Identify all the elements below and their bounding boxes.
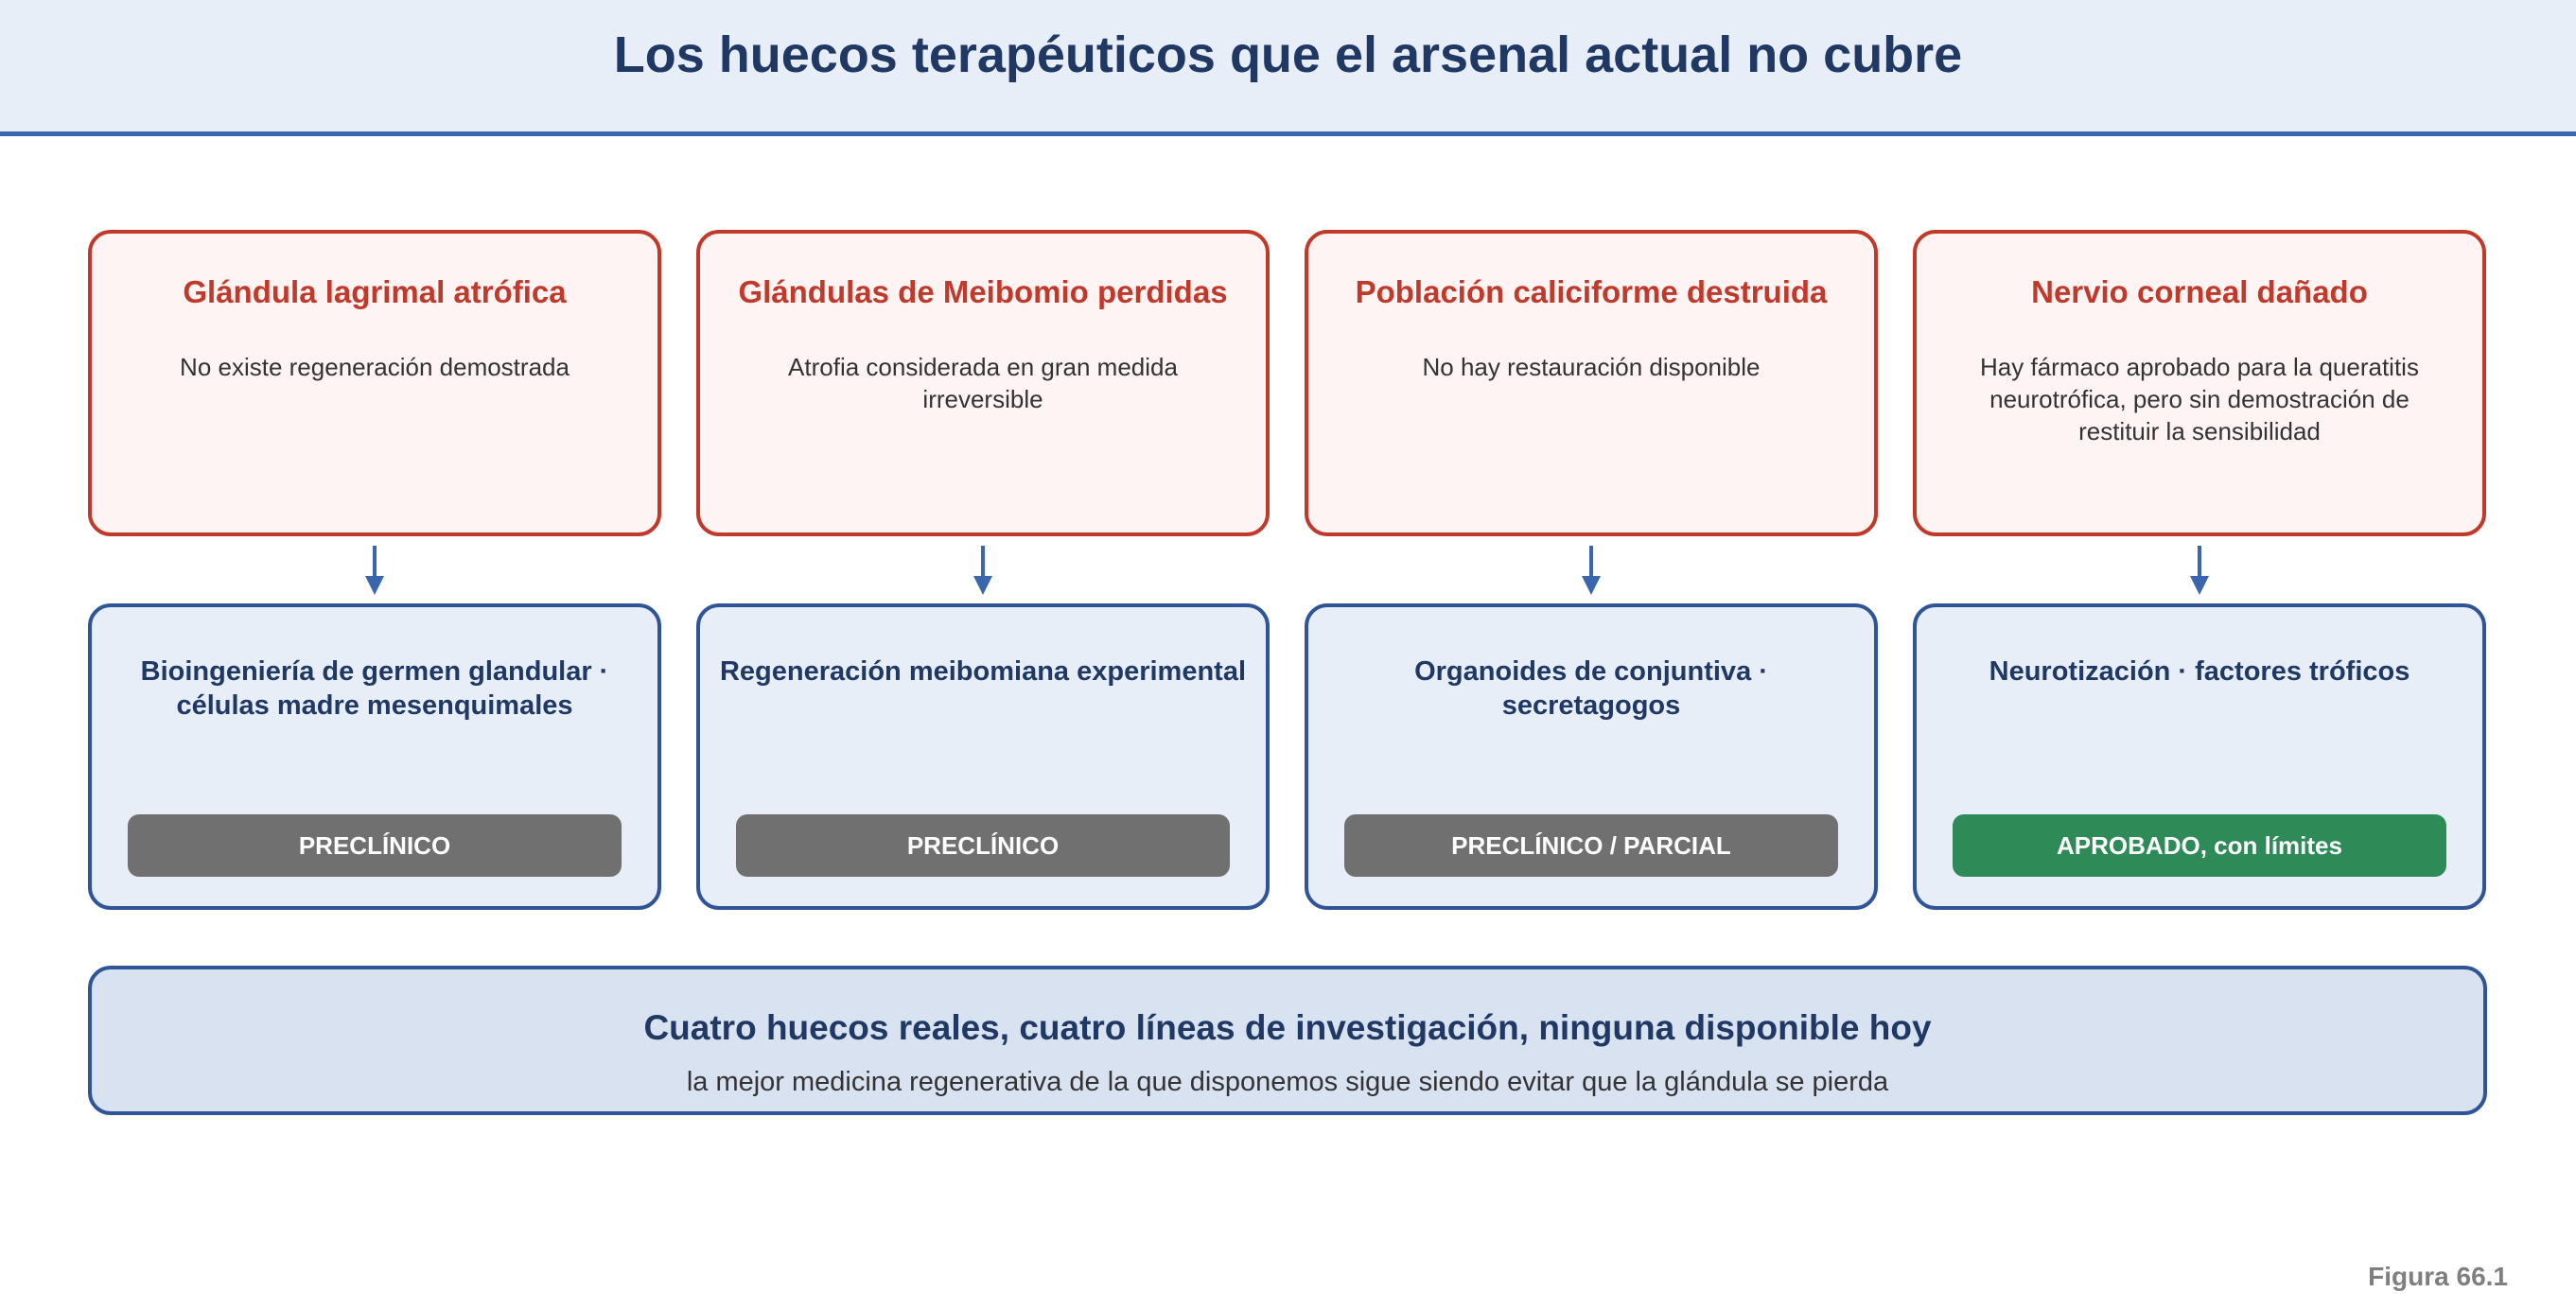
gap-card-goblet [1305, 230, 1878, 536]
gap-card-lacrimal [88, 230, 661, 536]
gap-title: Glándula lagrimal atrófica [183, 274, 567, 309]
gap-description: No existe regeneración demostrada [180, 353, 570, 381]
gap-title: Nervio corneal dañado [2031, 274, 2368, 309]
gap-title: Glándulas de Meibomio perdidas [738, 274, 1228, 309]
arrow-down-icon [363, 546, 386, 595]
arrow-down-icon [2188, 546, 2211, 595]
research-card-lacrimal [88, 603, 661, 910]
research-title: Bioingeniería de germen glandular · células madre mesenquimales [140, 656, 609, 721]
summary-subtitle: la mejor medicina regenerativa de la que disponemos sigue siendo evitar que la glándula se pierda [686, 1067, 1889, 1097]
gap-description: Hay fármaco aprobado para la queratitis neurotrófica, pero sin demostración de restituir la sensibilidad [1980, 353, 2419, 445]
summary-box [88, 966, 2487, 1115]
figure-label: Figura 66.1 [2368, 1262, 2508, 1291]
gap-description: No hay restauración disponible [1422, 353, 1761, 381]
arrow-down-icon [1580, 546, 1603, 595]
summary-title: Cuatro huecos reales, cuatro líneas de investigación, ninguna disponible hoy [643, 1008, 1932, 1047]
status-badge: PRECLÍNICO [736, 814, 1230, 877]
research-title: Organoides de conjuntiva · secretagogos [1414, 656, 1768, 721]
research-card-meibomian [696, 603, 1270, 910]
gap-description: Atrofia considerada en gran medida irreversible [788, 353, 1178, 413]
gap-card-meibomian [696, 230, 1270, 536]
gap-card-corneal-nerve [1913, 230, 2486, 536]
research-card-goblet [1305, 603, 1878, 910]
research-title: Neurotización · factores tróficos [1989, 656, 2410, 687]
header-banner [0, 0, 2576, 136]
research-card-corneal-nerve [1913, 603, 2486, 910]
status-badge: PRECLÍNICO / PARCIAL [1344, 814, 1838, 877]
status-badge: APROBADO, con límites [1953, 814, 2446, 877]
gap-title: Población caliciforme destruida [1355, 274, 1828, 309]
arrow-down-icon [972, 546, 994, 595]
page-title: Los huecos terapéuticos que el arsenal actual no cubre [613, 26, 1963, 83]
research-title: Regeneración meibomiana experimental [719, 656, 1247, 687]
status-badge: PRECLÍNICO [128, 814, 622, 877]
